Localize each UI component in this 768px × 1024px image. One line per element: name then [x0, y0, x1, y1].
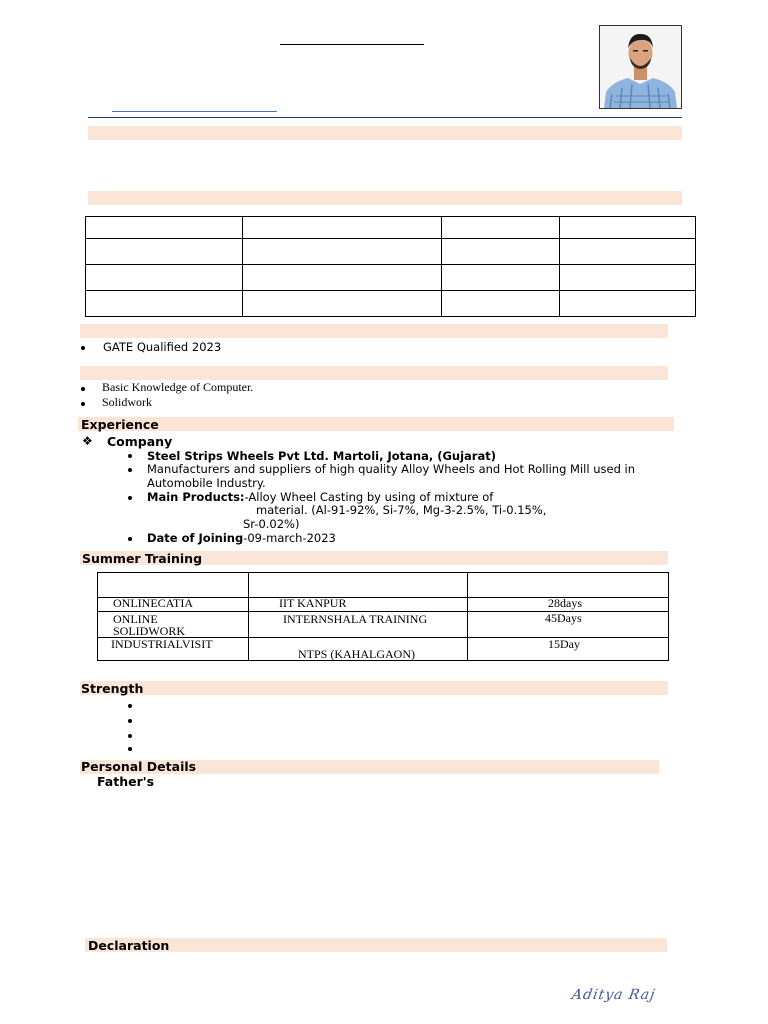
table-divider-vertical — [467, 573, 468, 660]
profile-photo — [599, 25, 682, 109]
education-table — [85, 216, 696, 317]
bullet-icon — [128, 719, 132, 723]
bullet-icon — [81, 346, 85, 350]
table-cell — [442, 265, 560, 291]
achievements-band — [80, 324, 668, 338]
company-subheading: Company — [107, 434, 173, 449]
table-cell — [243, 291, 442, 317]
table-cell — [442, 291, 560, 317]
strength-heading: Strength — [81, 681, 144, 696]
company-name: Steel Strips Wheels Pvt Ltd. Martoli, Jotana, (Gujarat) — [147, 449, 496, 463]
experience-heading: Experience — [81, 417, 159, 432]
section-band-1 — [88, 126, 682, 140]
bullet-icon — [128, 734, 132, 738]
bullet-icon — [128, 747, 132, 751]
bullet-icon — [81, 402, 85, 406]
company-description-line1: Manufacturers and suppliers of high quality Alloy Wheels and Hot Rolling Mill used in — [147, 462, 636, 476]
date-of-joining-value: -09-march-2023 — [243, 531, 336, 545]
bullet-icon — [128, 454, 132, 458]
training-course: ONLINECATIA — [113, 596, 193, 610]
main-products-label: Main Products: — [147, 490, 245, 504]
bullet-icon — [128, 704, 132, 708]
section-band-2 — [88, 191, 682, 205]
table-cell — [560, 217, 696, 239]
table-cell — [243, 217, 442, 239]
table-cell — [243, 239, 442, 265]
main-products-line2: material. (Al-91-92%, Si-7%, Mg-3-2.5%, Ti-0.15%, — [256, 503, 547, 517]
training-institute: INTERNSHALA TRAINING — [283, 612, 428, 626]
bullet-icon — [128, 496, 132, 500]
table-divider-vertical — [248, 573, 249, 660]
table-cell — [86, 265, 243, 291]
training-table — [97, 572, 669, 661]
summer-training-heading: Summer Training — [82, 551, 203, 566]
training-institute: IIT KANPUR — [279, 596, 347, 610]
training-duration: 45Days — [545, 611, 582, 625]
table-cell — [86, 239, 243, 265]
name-underline — [280, 44, 424, 45]
personal-details-heading: Personal Details — [81, 759, 197, 774]
main-products-text: -Alloy Wheel Casting by using of mixture of — [244, 490, 494, 504]
table-cell — [243, 265, 442, 291]
experience-band — [78, 417, 674, 431]
skill-item: Basic Knowledge of Computer. — [102, 380, 254, 394]
main-products-line1 — [147, 490, 493, 504]
table-cell — [560, 265, 696, 291]
bullet-icon — [81, 387, 85, 391]
date-of-joining — [147, 531, 336, 545]
header-divider — [88, 117, 682, 118]
table-cell — [442, 217, 560, 239]
main-products-line3: Sr-0.02%) — [243, 517, 300, 531]
training-course: ONLINE — [113, 612, 158, 626]
declaration-band — [85, 938, 667, 952]
strength-band — [80, 681, 668, 695]
signature — [572, 984, 692, 1010]
training-duration: 15Day — [548, 637, 580, 651]
skill-item: Solidwork — [102, 395, 153, 409]
skills-band — [80, 366, 668, 380]
training-institute: NTPS (KAHALGAON) — [298, 647, 415, 661]
table-cell — [86, 217, 243, 239]
fathers-name-label: Father's — [97, 774, 155, 789]
training-course: INDUSTRIALVISIT — [111, 637, 213, 651]
declaration-heading: Declaration — [88, 938, 170, 953]
training-course: SOLIDWORK — [113, 624, 185, 638]
email-link-underline[interactable] — [112, 111, 277, 112]
date-of-joining-label: Date of Joining — [147, 531, 244, 545]
bullet-icon — [128, 537, 132, 541]
table-cell — [560, 291, 696, 317]
table-cell — [86, 291, 243, 317]
table-cell — [560, 239, 696, 265]
achievement-item: GATE Qualified 2023 — [103, 340, 222, 354]
signature-text: Aditya Raj — [570, 987, 657, 1003]
table-cell — [442, 239, 560, 265]
training-duration: 28days — [548, 596, 582, 610]
diamond-bullet-icon: ❖ — [82, 434, 93, 448]
company-description-line2: Automobile Industry. — [147, 476, 266, 490]
bullet-icon — [128, 468, 132, 472]
